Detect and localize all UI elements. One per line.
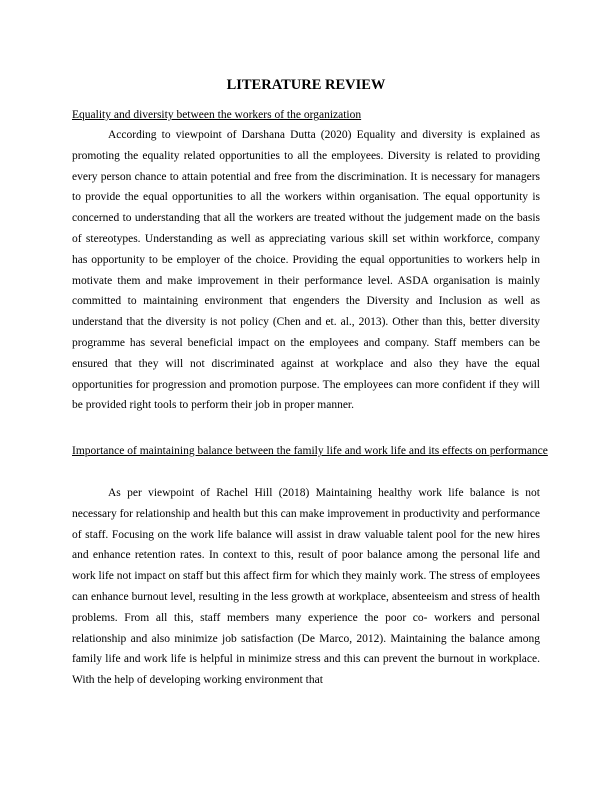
section-body-equality: According to viewpoint of Darshana Dutta (2020) Equality and diversity is explained as promoting the equality related opportunities to all the employees. Diversity is related to providing every person chance to attain potential and free from the discrimination. It is necessary for managers to provide the equal opportunities to all the workers within organisation. The equal opportunity is concerned to understanding that all the workers are treated without the judgement made on the basis of stereotypes. Understanding as well as appreciating various skill set within workforce, company has opportunity to be employer of the choice. Providing the equal opportunities to workers help in motivate them and make improvement in their performance level. ASDA organisation is mainly committed to maintaining environment that engenders the Diversity and Inclusion as well as understand that the diversity is not policy (Chen and et. al., 2013). Other than this, better diversity programme has several beneficial impact on the employees and company. Staff members can be ensured that they will not discriminated against at workplace and also they have the equal opportunities for progression and promotion purpose. The employees can more confident if they will be provided right tools to perform their job in proper manner. <box>72 129 540 412</box>
section-heading-work-life-balance: Importance of maintaining balance between the family life and work life and its effects on performance <box>72 445 548 457</box>
section-body-work-life-balance: As per viewpoint of Rachel Hill (2018) Maintaining healthy work life balance is not necessary for relationship and health but this can make improvement in productivity and performance of staff. Focusing on the work life balance will assist in draw valuable talent pool for the new hires and enhance retention rates. In context to this, result of poor balance among the personal life and work life not impact on staff but this affect firm for which they mainly work. The stress of employees can enhance burnout level, resulting in the less growth at workplace, absenteeism and stress of health problems. From all this, staff members many experience the poor co- workers and personal relationship and also minimize job satisfaction (De Marco, 2012). Maintaining the balance among family life and work life is helpful in minimize stress and this can prevent the burnout in workplace. With the help of developing working environment that <box>72 487 540 687</box>
page-title: LITERATURE REVIEW <box>226 77 386 93</box>
section-heading-equality: Equality and diversity between the workers of the organization <box>72 109 362 121</box>
